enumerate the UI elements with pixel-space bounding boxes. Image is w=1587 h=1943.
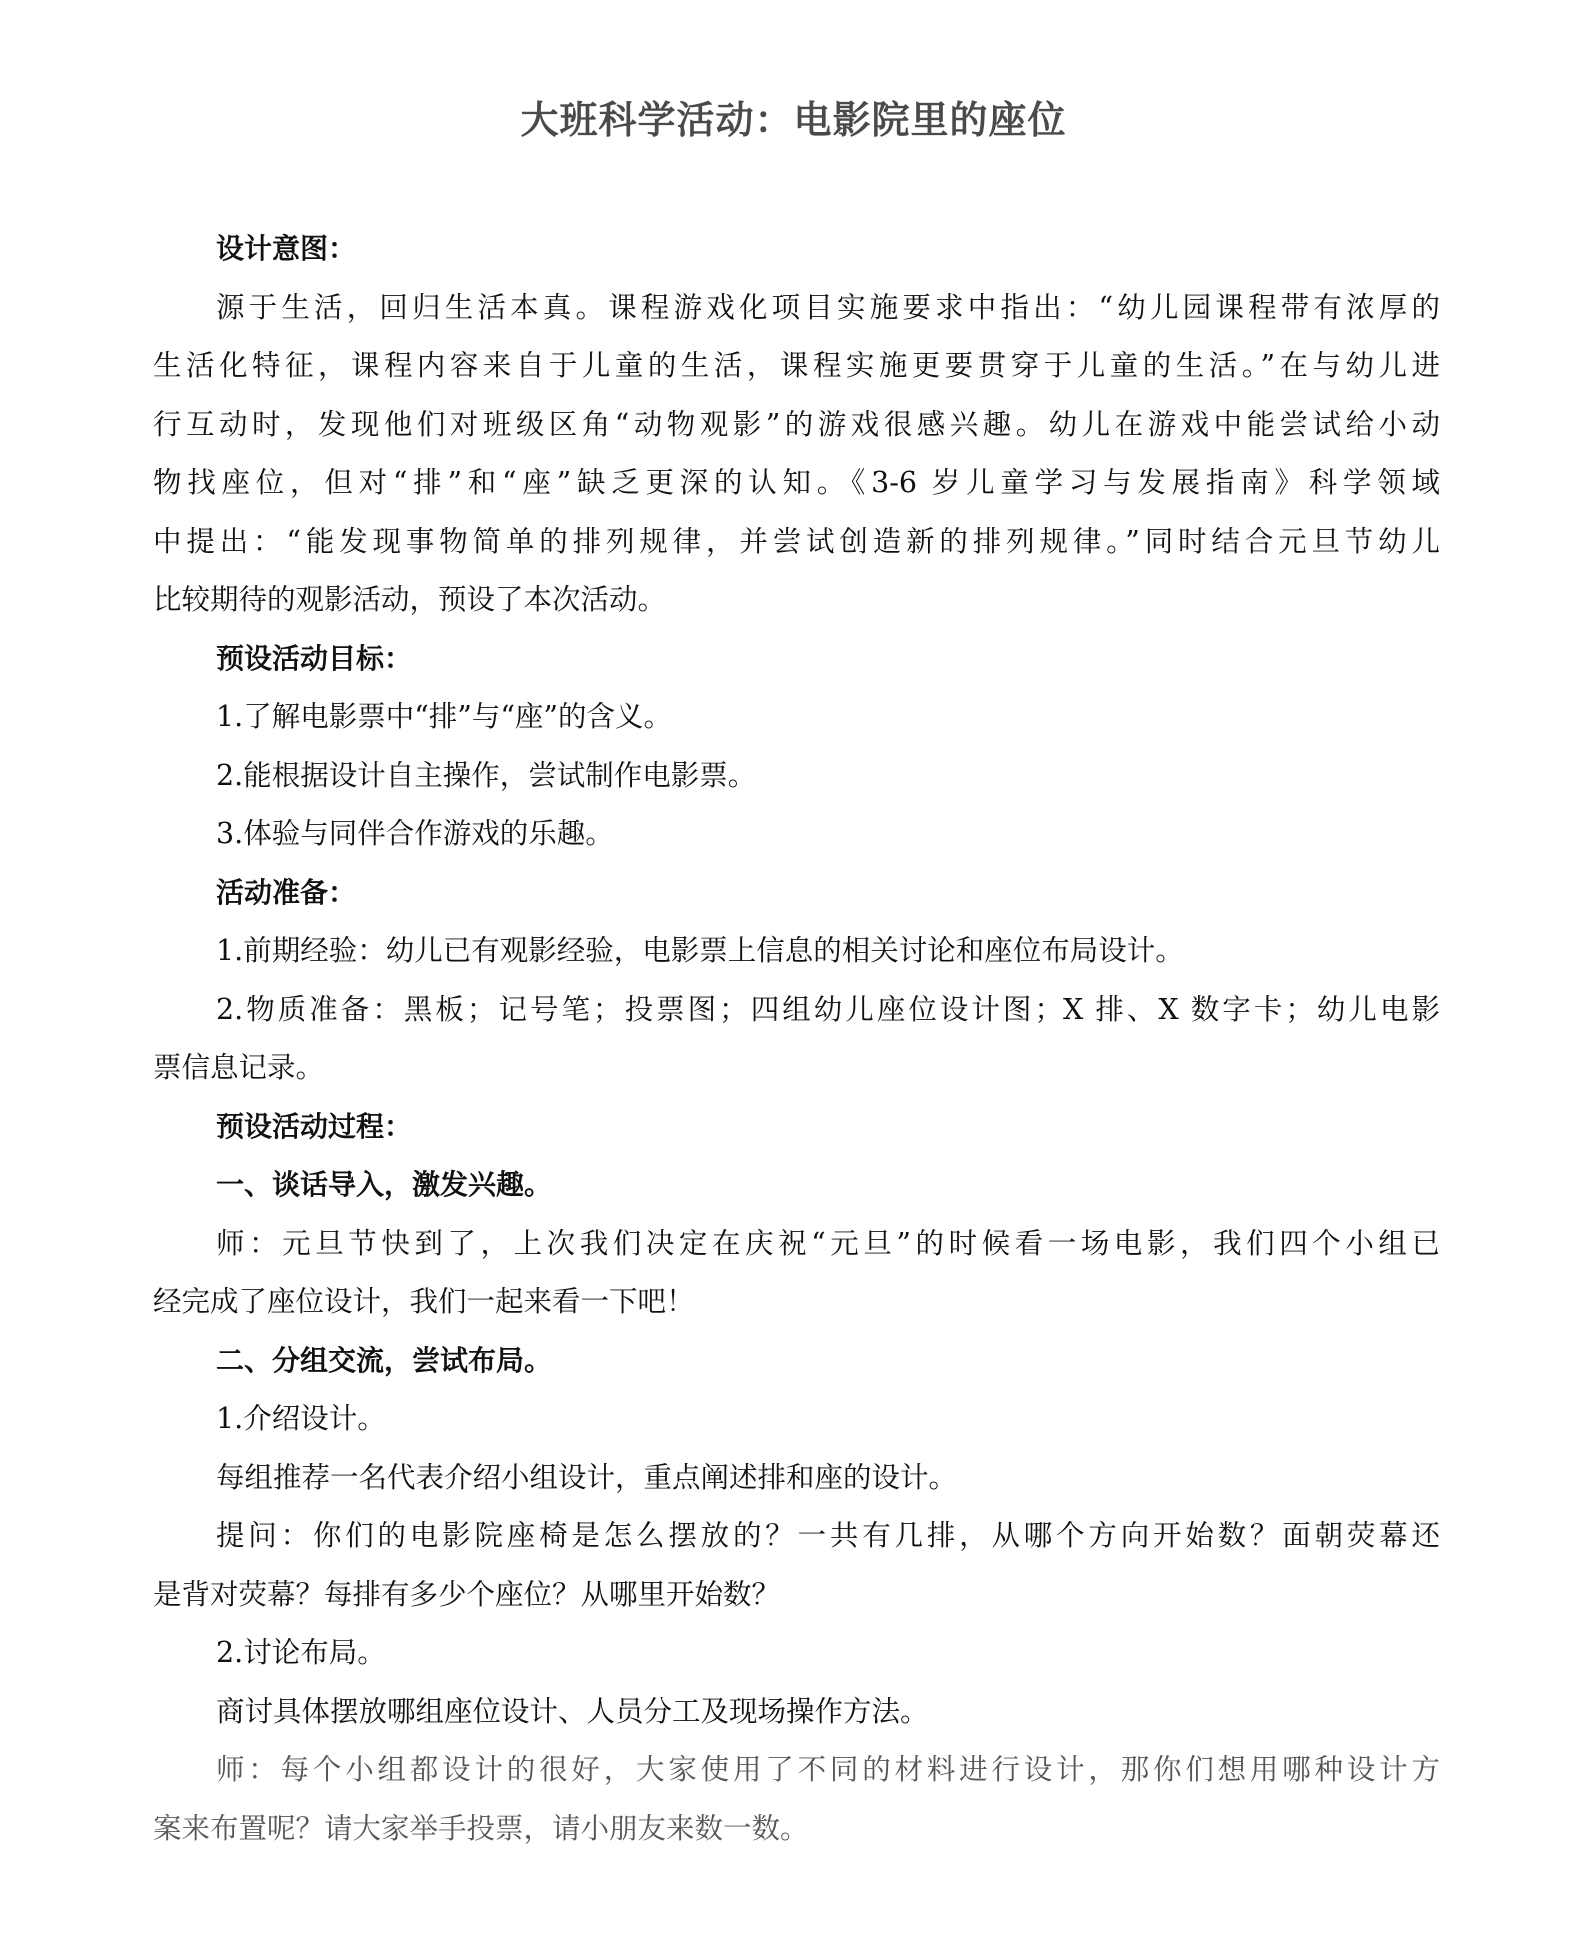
- paragraph-line: 源于生活，回归生活本真。课程游戏化项目实施要求中指出：“幼儿园课程带有浓厚的: [216, 290, 1440, 324]
- paragraph-line: 提问：你们的电影院座椅是怎么摆放的？一共有几排，从哪个方向开始数？面朝荧幕还: [216, 1519, 1440, 1552]
- paragraph-line: 物找座位，但对“排”和“座”缺乏更深的认知。《3-6 岁儿童学习与发展指南》科学领域: [153, 466, 1440, 499]
- paragraph-line: 行互动时，发现他们对班级区角“动物观影”的游戏很感兴趣。幼儿在游戏中能尝试给小动: [153, 407, 1440, 441]
- preparation-item-continued: 票信息记录。: [153, 1051, 325, 1084]
- document-body: [153, 220, 1440, 1858]
- goal-item: 3.体验与同伴合作游戏的乐趣。: [216, 817, 614, 850]
- paragraph-line: 商讨具体摆放哪组座位设计、人员分工及现场操作方法。: [216, 1694, 929, 1728]
- goal-item: 1.了解电影票中“排”与“座”的含义。: [216, 700, 672, 733]
- section-heading-design-intent: 设计意图：: [216, 232, 357, 265]
- paragraph-line: 比较期待的观影活动，预设了本次活动。: [153, 583, 667, 616]
- step-heading-2: 二、分组交流，尝试布局。: [216, 1343, 553, 1377]
- paragraph-line-muted: 案来布置呢？请大家举手投票，请小朋友来数一数。: [153, 1811, 809, 1845]
- step-heading-1: 一、谈话导入，激发兴趣。: [216, 1168, 553, 1201]
- sub-step-title: 2.讨论布局。: [216, 1636, 386, 1669]
- preparation-item: 1.前期经验：幼儿已有观影经验，电影票上信息的相关讨论和座位布局设计。: [216, 934, 1184, 967]
- paragraph-line: 是背对荧幕？每排有多少个座位？从哪里开始数？: [153, 1577, 781, 1611]
- paragraph-line: 师：元旦节快到了，上次我们决定在庆祝“元旦”的时候看一场电影，我们四个小组已: [216, 1226, 1440, 1260]
- section-heading-goals: 预设活动目标：: [216, 641, 413, 675]
- paragraph-line: 经完成了座位设计，我们一起来看一下吧！: [153, 1285, 695, 1318]
- section-heading-process: 预设活动过程：: [216, 1109, 413, 1143]
- document-title: 大班科学活动：电影院里的座位: [520, 98, 1067, 142]
- paragraph-line: 中提出：“能发现事物简单的排列规律，并尝试创造新的排列规律。”同时结合元旦节幼儿: [153, 524, 1440, 558]
- paragraph-line: 每组推荐一名代表介绍小组设计，重点阐述排和座的设计。: [216, 1460, 958, 1494]
- paragraph-line: 生活化特征，课程内容来自于儿童的生活，课程实施更要贯穿于儿童的生活。”在与幼儿进: [153, 349, 1440, 382]
- paragraph-line-muted: 师：每个小组都设计的很好，大家使用了不同的材料进行设计，那你们想用哪种设计方: [216, 1753, 1440, 1786]
- sub-step-title: 1.介绍设计。: [216, 1402, 386, 1435]
- goal-item: 2.能根据设计自主操作，尝试制作电影票。: [216, 758, 757, 792]
- section-heading-preparation: 活动准备：: [216, 875, 357, 909]
- preparation-item: 2.物质准备：黑板；记号笔；投票图；四组幼儿座位设计图；X 排、X 数字卡；幼儿电影: [216, 992, 1440, 1026]
